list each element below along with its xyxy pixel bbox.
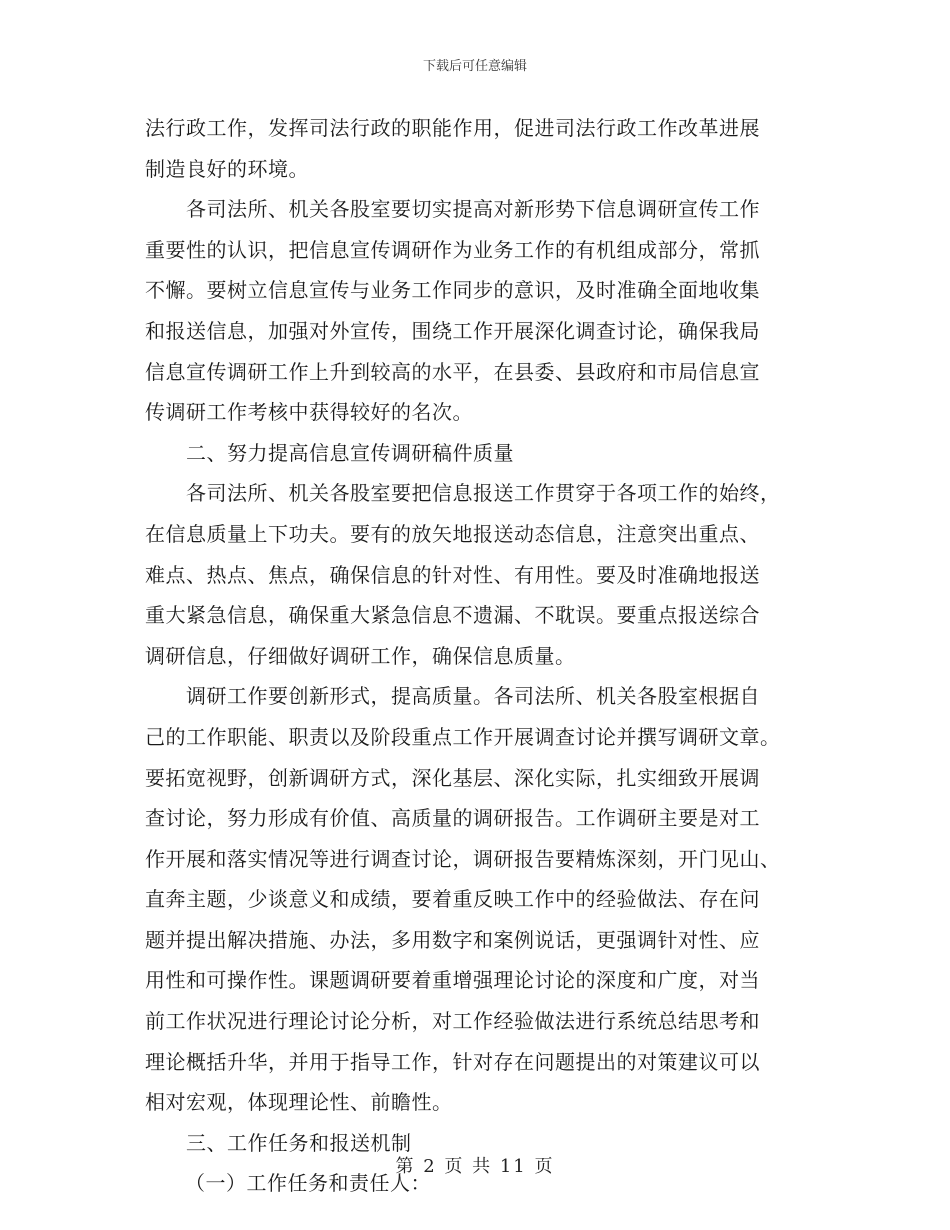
text-line: 重大紧急信息，确保重大紧急信息不遗漏、不耽误。要重点报送综合 bbox=[145, 603, 760, 628]
text-line: 在信息质量上下功夫。要有的放矢地报送动态信息，注意突出重点、 bbox=[145, 521, 760, 546]
text-line: 传调研工作考核中获得较好的名次。 bbox=[145, 400, 473, 425]
text-line: 题并提出解决措施、办法，多用数字和案例说话，更强调针对性、应 bbox=[145, 927, 760, 952]
text-line: 相对宏观，体现理论性、前瞻性。 bbox=[145, 1090, 453, 1115]
document-body bbox=[145, 108, 810, 1204]
text-line: 用性和可操作性。课题调研要着重增强理论讨论的深度和广度，对当 bbox=[145, 968, 760, 993]
text-line: 难点、热点、焦点，确保信息的针对性、有用性。要及时准确地报送 bbox=[145, 562, 760, 587]
text-line: 和报送信息，加强对外宣传，围绕工作开展深化调查讨论，确保我局 bbox=[145, 318, 760, 343]
text-line: 作开展和落实情况等进行调查讨论，调研报告要精炼深刻，开门见山、 bbox=[145, 846, 781, 871]
text-line: 要拓宽视野，创新调研方式，深化基层、深化实际，扎实细致开展调 bbox=[145, 765, 760, 790]
section-heading: 三、工作任务和报送机制 bbox=[186, 1130, 412, 1155]
text-line: 重要性的认识，把信息宣传调研作为业务工作的有机组成部分，常抓 bbox=[145, 237, 760, 262]
text-line: 调研信息，仔细做好调研工作，确保信息质量。 bbox=[145, 643, 576, 668]
text-line: 不懈。要树立信息宣传与业务工作同步的意识，及时准确全面地收集 bbox=[145, 278, 760, 303]
text-line: 查讨论，努力形成有价值、高质量的调研报告。工作调研主要是对工 bbox=[145, 806, 760, 831]
text-line: 信息宣传调研工作上升到较高的水平，在县委、县政府和市局信息宣 bbox=[145, 359, 760, 384]
text-line: 前工作状况进行理论讨论分析，对工作经验做法进行系统总结思考和 bbox=[145, 1009, 760, 1034]
paragraph-start: 调研工作要创新形式，提高质量。各司法所、机关各股室根据自 bbox=[186, 684, 760, 709]
subsection-heading: （一）工作任务和责任人： bbox=[185, 1171, 431, 1196]
text-line: 己的工作职能、职责以及阶段重点工作开展调查讨论并撰写调研文章。 bbox=[145, 724, 781, 749]
text-line: 直奔主题，少谈意义和成绩，要着重反映工作中的经验做法、存在问 bbox=[145, 887, 760, 912]
page-footer: 第 2 页 共 11 页 bbox=[395, 1156, 555, 1177]
paragraph-start: 各司法所、机关各股室要把信息报送工作贯穿于各项工作的始终， bbox=[186, 481, 781, 506]
paragraph-start: 各司法所、机关各股室要切实提高对新形势下信息调研宣传工作 bbox=[186, 197, 760, 222]
text-line: 理论概括升华，并用于指导工作，针对存在问题提出的对策建议可以 bbox=[145, 1049, 760, 1074]
section-heading: 二、努力提高信息宣传调研稿件质量 bbox=[186, 440, 514, 465]
page-header: 下载后可任意编辑 bbox=[422, 59, 527, 74]
text-line: 制造良好的环境。 bbox=[145, 156, 309, 181]
text-line: 法行政工作，发挥司法行政的职能作用，促进司法行政工作改革进展 bbox=[145, 116, 760, 140]
